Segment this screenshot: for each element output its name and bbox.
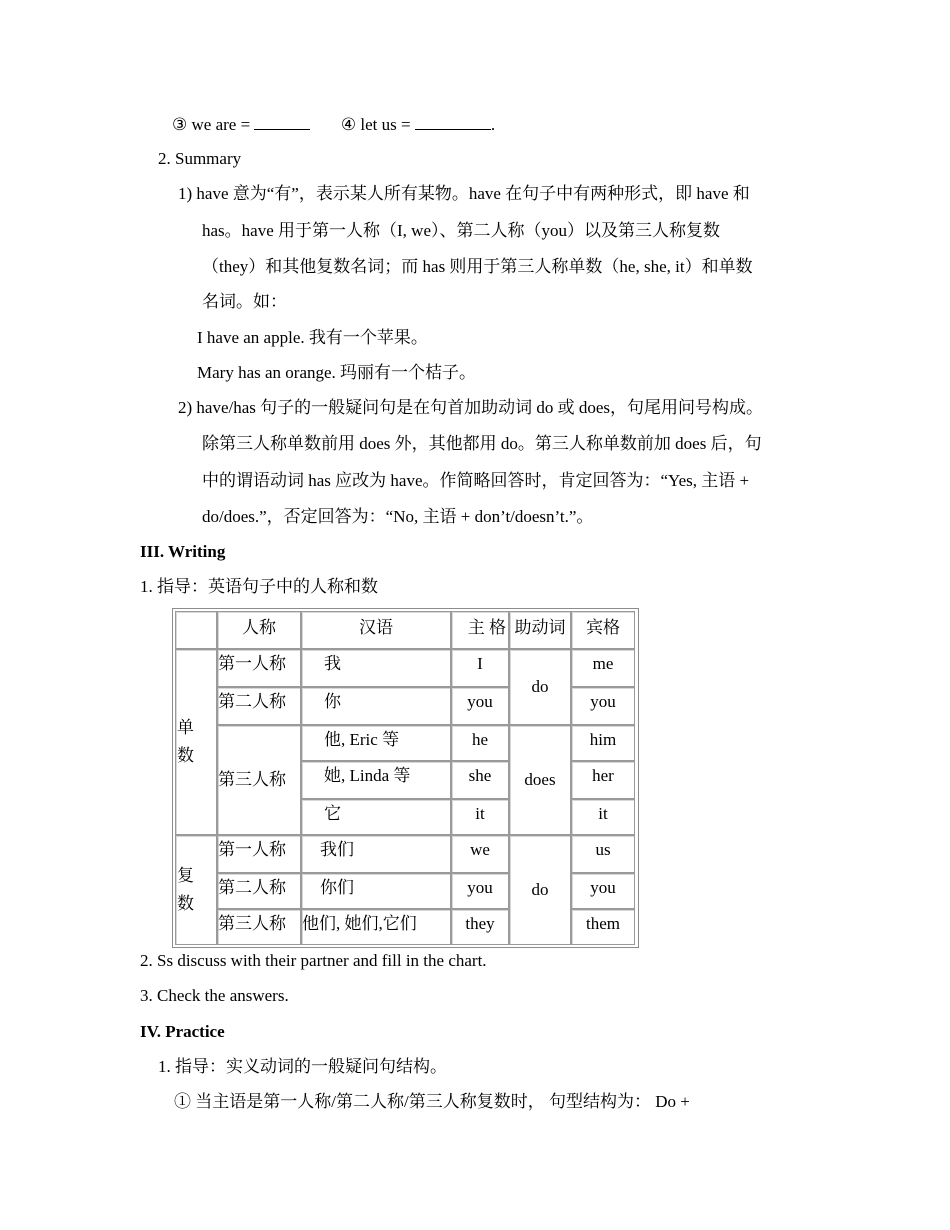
contraction-item-3: ③ we are =	[172, 115, 251, 134]
subject-cell: I	[451, 649, 509, 687]
chinese-cell: 你	[301, 687, 451, 725]
object-cell: us	[571, 835, 635, 873]
practice-heading: IV. Practice	[140, 1022, 225, 1041]
contraction-item-4: ④ let us =	[340, 115, 411, 134]
chinese-cell: 你们	[301, 873, 451, 909]
singular-label: 单 数	[175, 649, 217, 835]
writing-step-3: 3. Check the answers.	[140, 986, 289, 1005]
subject-cell: you	[451, 873, 509, 909]
example-sentence-1: I have an apple. 我有一个苹果。	[197, 328, 428, 347]
auxiliary-cell: does	[509, 725, 571, 835]
person-cell: 第二人称	[217, 687, 301, 725]
subject-cell: it	[451, 799, 509, 835]
subject-cell: she	[451, 761, 509, 799]
summary-p2-line3: 中的谓语动词 has 应改为 have。作简略回答时，肯定回答为：“Yes, 主语 +	[202, 471, 750, 490]
object-cell: it	[571, 799, 635, 835]
person-cell: 第三人称	[217, 909, 301, 945]
object-cell: him	[571, 725, 635, 761]
writing-heading: III. Writing	[140, 542, 226, 561]
writing-guide: 1. 指导：英语句子中的人称和数	[140, 577, 378, 596]
practice-point-1: ① 当主语是第一人称/第二人称/第三人称复数时， 句型结构为： Do +	[174, 1092, 690, 1111]
chinese-cell: 我	[301, 649, 451, 687]
subject-cell: they	[451, 909, 509, 945]
object-cell: you	[571, 687, 635, 725]
summary-p1-line4: 名词。如：	[202, 292, 287, 311]
writing-step-2: 2. Ss discuss with their partner and fill in the chart.	[140, 951, 487, 970]
person-cell: 第二人称	[217, 873, 301, 909]
summary-heading: 2. Summary	[158, 149, 242, 168]
summary-p2-line1: 2) have/has 句子的一般疑问句是在句首加助动词 do 或 does，句尾用问号构成。	[178, 398, 764, 417]
chinese-cell: 我们	[301, 835, 451, 873]
chinese-cell: 它	[301, 799, 451, 835]
chinese-cell: 她, Linda 等	[301, 761, 451, 799]
header-auxiliary: 助动词	[509, 611, 571, 649]
example-sentence-2: Mary has an orange. 玛丽有一个桔子。	[197, 363, 477, 382]
summary-p1-line1: 1) have 意为“有”，表示某人所有某物。have 在句子中有两种形式，即 have 和	[178, 184, 750, 203]
summary-p1-line2: has。have 用于第一人称（I, we）、第二人称（you）以及第三人称复数	[202, 221, 720, 240]
object-cell: them	[571, 909, 635, 945]
answer-blank-3	[254, 113, 310, 130]
person-cell: 第三人称	[217, 725, 301, 835]
summary-p2-line2: 除第三人称单数前用 does 外，其他都用 do。第三人称单数前加 does 后，句	[202, 434, 762, 453]
header-subject: 主 格	[451, 611, 509, 649]
subject-cell: we	[451, 835, 509, 873]
auxiliary-cell: do	[509, 649, 571, 725]
object-cell: me	[571, 649, 635, 687]
chinese-cell: 他, Eric 等	[301, 725, 451, 761]
object-cell: her	[571, 761, 635, 799]
header-person: 人称	[217, 611, 301, 649]
header-chinese: 汉语	[301, 611, 451, 649]
person-number-table	[172, 608, 639, 948]
auxiliary-cell: do	[509, 835, 571, 945]
header-corner-cell	[175, 611, 217, 649]
answer-blank-4	[415, 113, 491, 130]
summary-p1-line3: （they）和其他复数名词；而 has 则用于第三人称单数（he, she, it）和单数	[202, 257, 753, 276]
object-cell: you	[571, 873, 635, 909]
contraction-line: ③ we are = ④ let us = .	[172, 115, 496, 134]
practice-guide: 1. 指导：实义动词的一般疑问句结构。	[158, 1057, 447, 1076]
chinese-cell: 他们, 她们,它们	[301, 909, 451, 945]
summary-p2-line4: do/does.”，否定回答为：“No, 主语 + don’t/doesn’t.”。	[202, 507, 594, 526]
person-cell: 第一人称	[217, 649, 301, 687]
subject-cell: he	[451, 725, 509, 761]
subject-cell: you	[451, 687, 509, 725]
person-cell: 第一人称	[217, 835, 301, 873]
header-object: 宾格	[571, 611, 635, 649]
plural-label: 复 数	[175, 835, 217, 945]
